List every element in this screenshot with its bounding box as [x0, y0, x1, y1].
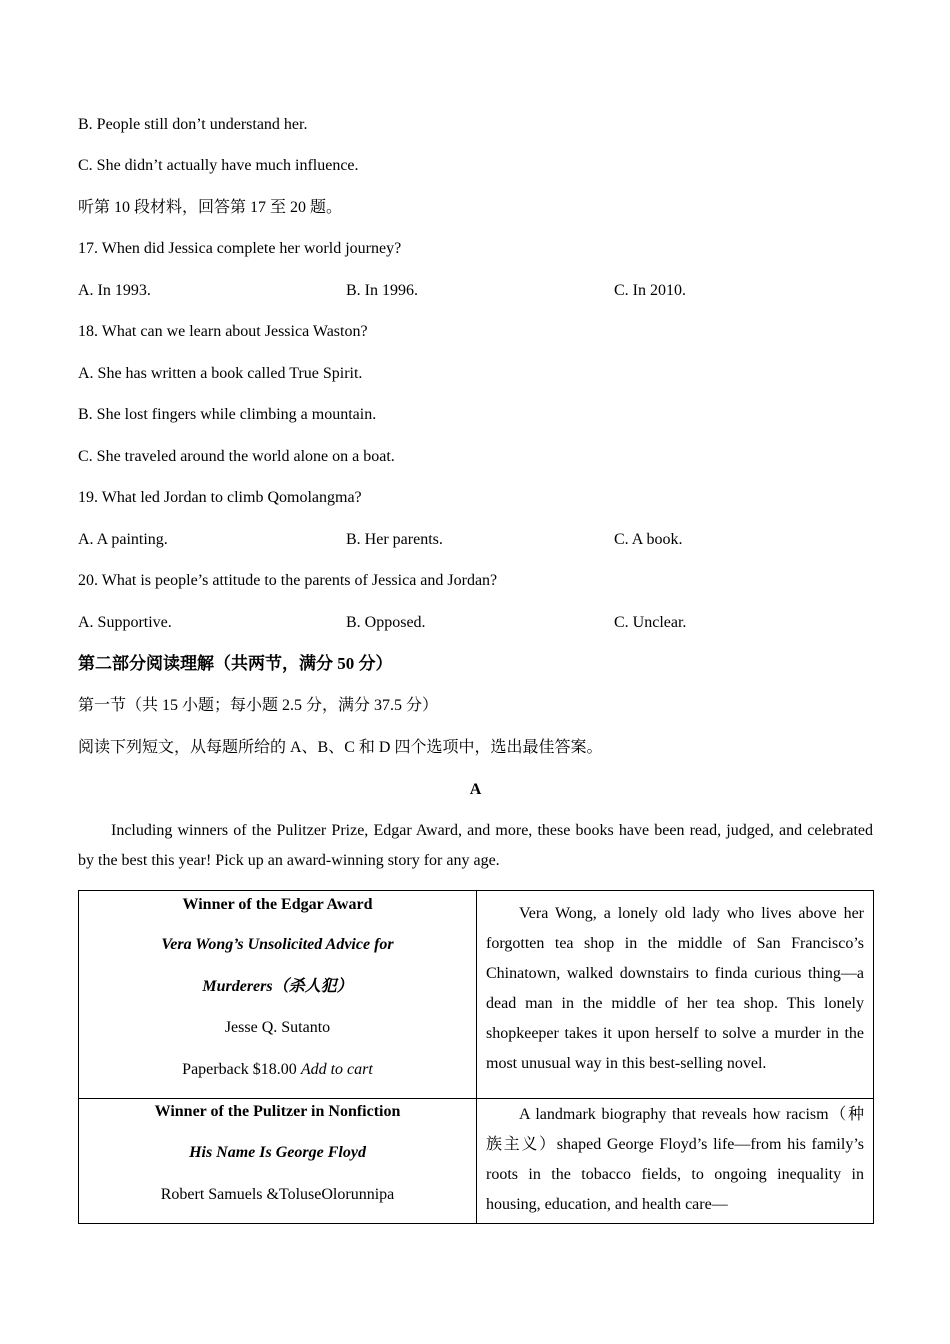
- book-title-cont: Murderers（杀人犯）: [202, 977, 353, 995]
- award-label: Winner of the Edgar Award: [182, 896, 373, 913]
- table-row: [79, 891, 874, 1099]
- book-title: His Name Is George Floyd: [189, 1144, 366, 1161]
- part-title: 第二部分阅读理解（共两节，满分 50 分）: [78, 654, 393, 673]
- passage-label: A: [469, 781, 482, 798]
- q17-stem: 17. When did Jessica complete her world journey?: [78, 240, 402, 257]
- book-price: Paperback $18.00: [182, 1060, 297, 1078]
- book-title: Vera Wong’s Unsolicited Advice for: [161, 936, 394, 953]
- q19-stem: 19. What led Jordan to climb Qomolangma?: [78, 489, 362, 506]
- q19-option-c: C. A book.: [614, 531, 683, 548]
- q18-option-b: B. She lost fingers while climbing a mountain.: [78, 406, 377, 423]
- q16-option-c: C. She didn’t actually have much influence.: [78, 157, 359, 174]
- q17-option-c: C. In 2010.: [614, 282, 686, 299]
- book-description-cell: [477, 1099, 874, 1224]
- books-table: [78, 890, 874, 1224]
- book-author: Robert Samuels &ToluseOlorunnipa: [160, 1185, 395, 1203]
- book-description-cell: [477, 891, 874, 1099]
- book-info-cell: [79, 891, 477, 1099]
- section10-intro: 听第 10 段材料，回答第 17 至 20 题。: [78, 199, 343, 216]
- book-description: Vera Wong, a lonely old lady who lives above her forgotten tea shop in the middle of San Francisco’s Chinatown, walked downstairs to finda curious thing—a dead man in the middle of her tea shop. This lonely shopkeeper takes it upon herself to solve a murder in the most unusual way in this best-selling novel.: [486, 905, 864, 1072]
- table-row: [79, 1099, 874, 1224]
- q20-option-a: A. Supportive.: [78, 614, 172, 631]
- q19-option-a: A. A painting.: [78, 531, 168, 548]
- passage-intro: Including winners of the Pulitzer Prize, Edgar Award, and more, these books have been read, judged, and celebrated by the best this year! Pick up an award-winning story for any age.: [78, 822, 873, 869]
- book-description: A landmark biography that reveals how racism（种族主义）shaped George Floyd’s life—from his family’s roots in the tobacco fields, to ongoing inequality in housing, education, and health care—: [486, 1106, 864, 1213]
- q16-option-b: B. People still don’t understand her.: [78, 116, 308, 133]
- book-info-cell: [79, 1099, 477, 1224]
- award-label: Winner of the Pulitzer in Nonfiction: [154, 1103, 401, 1120]
- q18-option-a: A. She has written a book called True Spirit.: [78, 365, 363, 382]
- q20-option-b: B. Opposed.: [346, 614, 426, 631]
- q17-option-a: A. In 1993.: [78, 282, 151, 299]
- add-to-cart-link[interactable]: Add to cart: [300, 1060, 373, 1078]
- q20-stem: 20. What is people’s attitude to the parents of Jessica and Jordan?: [78, 572, 498, 589]
- q18-option-c: C. She traveled around the world alone on a boat.: [78, 448, 395, 465]
- book-price-line: [79, 1049, 476, 1091]
- section-title: 第一节（共 15 小题；每小题 2.5 分，满分 37.5 分）: [78, 697, 439, 714]
- q17-option-b: B. In 1996.: [346, 282, 418, 299]
- q20-option-c: C. Unclear.: [614, 614, 687, 631]
- q19-option-b: B. Her parents.: [346, 531, 443, 548]
- instructions: 阅读下列短文，从每题所给的 A、B、C 和 D 四个选项中，选出最佳答案。: [78, 739, 603, 756]
- book-author: Jesse Q. Sutanto: [224, 1019, 331, 1036]
- q18-stem: 18. What can we learn about Jessica Waston?: [78, 323, 368, 340]
